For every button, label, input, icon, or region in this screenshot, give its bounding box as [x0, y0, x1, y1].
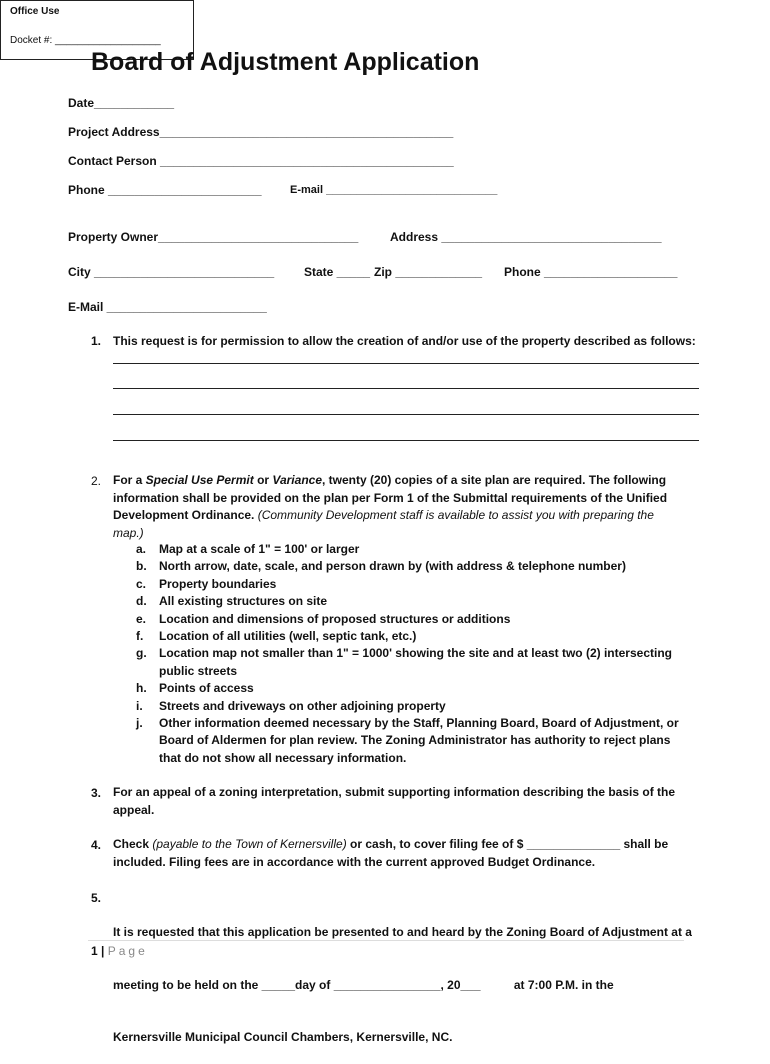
list-item [136, 732, 679, 749]
description-line[interactable] [113, 388, 699, 389]
item-3-line1: For an appeal of a zoning interpretation, submit supporting information describing the basis of the [113, 785, 676, 799]
city-field[interactable]: City ___________________________ [68, 265, 275, 279]
site-plan-requirements-list [136, 541, 679, 767]
meeting-date-field[interactable]: meeting to be held on the _____day of ________________, 20___ at 7:00 P.M. in the [113, 977, 614, 992]
state-field[interactable]: State _____ [304, 265, 371, 279]
page-footer [91, 944, 148, 958]
item-2-or: or [253, 473, 273, 487]
variance-term: Variance [272, 473, 322, 487]
list-text: Map at a scale of 1" = 100' or larger [159, 542, 360, 556]
project-address-field[interactable]: Project Address____________________________________________ [68, 125, 454, 139]
item-1-text: This request is for permission to allow the creation of and/or use of the property described as follows: [113, 334, 696, 348]
list-item [136, 645, 679, 662]
contact-person-field[interactable]: Contact Person ____________________________________________ [68, 154, 454, 168]
zip-field[interactable]: Zip _____________ [374, 265, 483, 279]
list-text: Property boundaries [159, 576, 277, 591]
list-letter: j. [136, 716, 143, 731]
item-5-line3: Kernersville Municipal Council Chambers, Kernersville, NC. [113, 1030, 453, 1044]
list-item [136, 611, 679, 628]
list-letter: h. [136, 681, 147, 696]
address-field[interactable]: Address _________________________________ [390, 230, 662, 244]
item-4-text [113, 836, 668, 871]
item-4-payee-note: (payable to the Town of Kernersville) [152, 837, 347, 851]
list-item [136, 628, 679, 645]
list-letter: b. [136, 559, 147, 574]
item-3-text [113, 784, 675, 819]
item-2-pre: For a [113, 473, 146, 487]
property-owner-field[interactable]: Property Owner______________________________ [68, 230, 359, 244]
list-text: Location map not smaller than 1" = 1000' showing the site and at least two (2) intersecting [159, 646, 672, 661]
item-number: 1. [91, 334, 102, 348]
item-4-line2: included. Filing fees are in accordance with the current approved Budget Ordinance. [113, 854, 596, 869]
description-line[interactable] [113, 363, 699, 364]
list-text: Other information deemed necessary by the Staff, Planning Board, Board of Adjustment, or [159, 716, 679, 731]
office-use-heading: Office Use [10, 6, 60, 17]
list-letter: c. [136, 576, 147, 591]
list-text: North arrow, date, scale, and person drawn by (with address & telephone number) [159, 559, 626, 574]
list-letter: d. [136, 594, 147, 609]
docket-field[interactable]: Docket #: ___________________ [10, 35, 161, 46]
phone-field[interactable]: Phone _______________________ [68, 183, 262, 197]
item-3-line2: appeal. [113, 802, 155, 817]
list-letter: g. [136, 646, 147, 661]
list-text: Location of all utilities (well, septic tank, etc.) [159, 629, 417, 644]
page-number: 1 [91, 944, 98, 958]
item-2-text [113, 472, 667, 542]
item-4-check: Check [113, 837, 153, 851]
list-letter [136, 732, 159, 749]
list-item [136, 663, 679, 680]
email-field[interactable]: E-mail ____________________________ [290, 184, 498, 196]
list-text: Streets and driveways on other adjoining property [159, 698, 446, 713]
list-item [136, 541, 679, 558]
list-item [136, 680, 679, 697]
item-2-note: (Community Development staff is available to assist you with preparing the [257, 508, 654, 522]
list-item [136, 576, 679, 593]
item-number: 3. [91, 786, 102, 800]
description-line[interactable] [113, 414, 699, 415]
item-number: 4. [91, 838, 102, 852]
item-5-text [113, 889, 692, 1064]
email2-field[interactable]: E-Mail ________________________ [68, 300, 267, 314]
item-2-note-end: map.) [113, 525, 144, 540]
list-text: Board of Aldermen for plan review. The Zoning Administrator has authority to reject plans [159, 733, 671, 748]
list-item [136, 750, 679, 767]
special-use-permit-term: Special Use Permit [145, 473, 254, 487]
list-item [136, 698, 679, 715]
page-title: Board of Adjustment Application [91, 48, 480, 76]
list-letter [136, 750, 159, 767]
list-text: All existing structures on site [159, 594, 328, 609]
date-field[interactable]: Date____________ [68, 96, 175, 110]
item-2-post: , twenty (20) copies of a site plan are required. The following [322, 473, 667, 487]
item-number: 2. [91, 474, 102, 488]
item-2-line3a: Development Ordinance. [113, 508, 258, 522]
description-line[interactable] [113, 440, 699, 441]
filing-fee-field[interactable]: or cash, to cover filing fee of $ ______________ shall be [346, 837, 669, 851]
list-text: public streets [159, 663, 238, 678]
phone2-field[interactable]: Phone ____________________ [504, 265, 678, 279]
list-letter [136, 663, 159, 680]
list-letter: a. [136, 542, 147, 556]
footer-divider [88, 940, 684, 941]
list-letter: i. [136, 698, 143, 713]
item-2-line2: information shall be provided on the plan per Form 1 of the Submittal requirements of the Unified [113, 490, 668, 505]
list-text: that do not show all necessary information. [159, 750, 407, 765]
page-separator: | [97, 944, 108, 958]
list-text: Location and dimensions of proposed structures or additions [159, 611, 511, 626]
list-letter: f. [136, 629, 144, 644]
list-letter: e. [136, 611, 147, 626]
list-item [136, 593, 679, 610]
item-5-line1: It is requested that this application be presented to and heard by the Zoning Board of Adjustment at a [113, 925, 692, 939]
list-text: Points of access [159, 681, 254, 696]
item-number: 5. [91, 891, 102, 905]
page-label: Page [107, 944, 148, 958]
list-item [136, 715, 679, 732]
list-item [136, 558, 679, 575]
